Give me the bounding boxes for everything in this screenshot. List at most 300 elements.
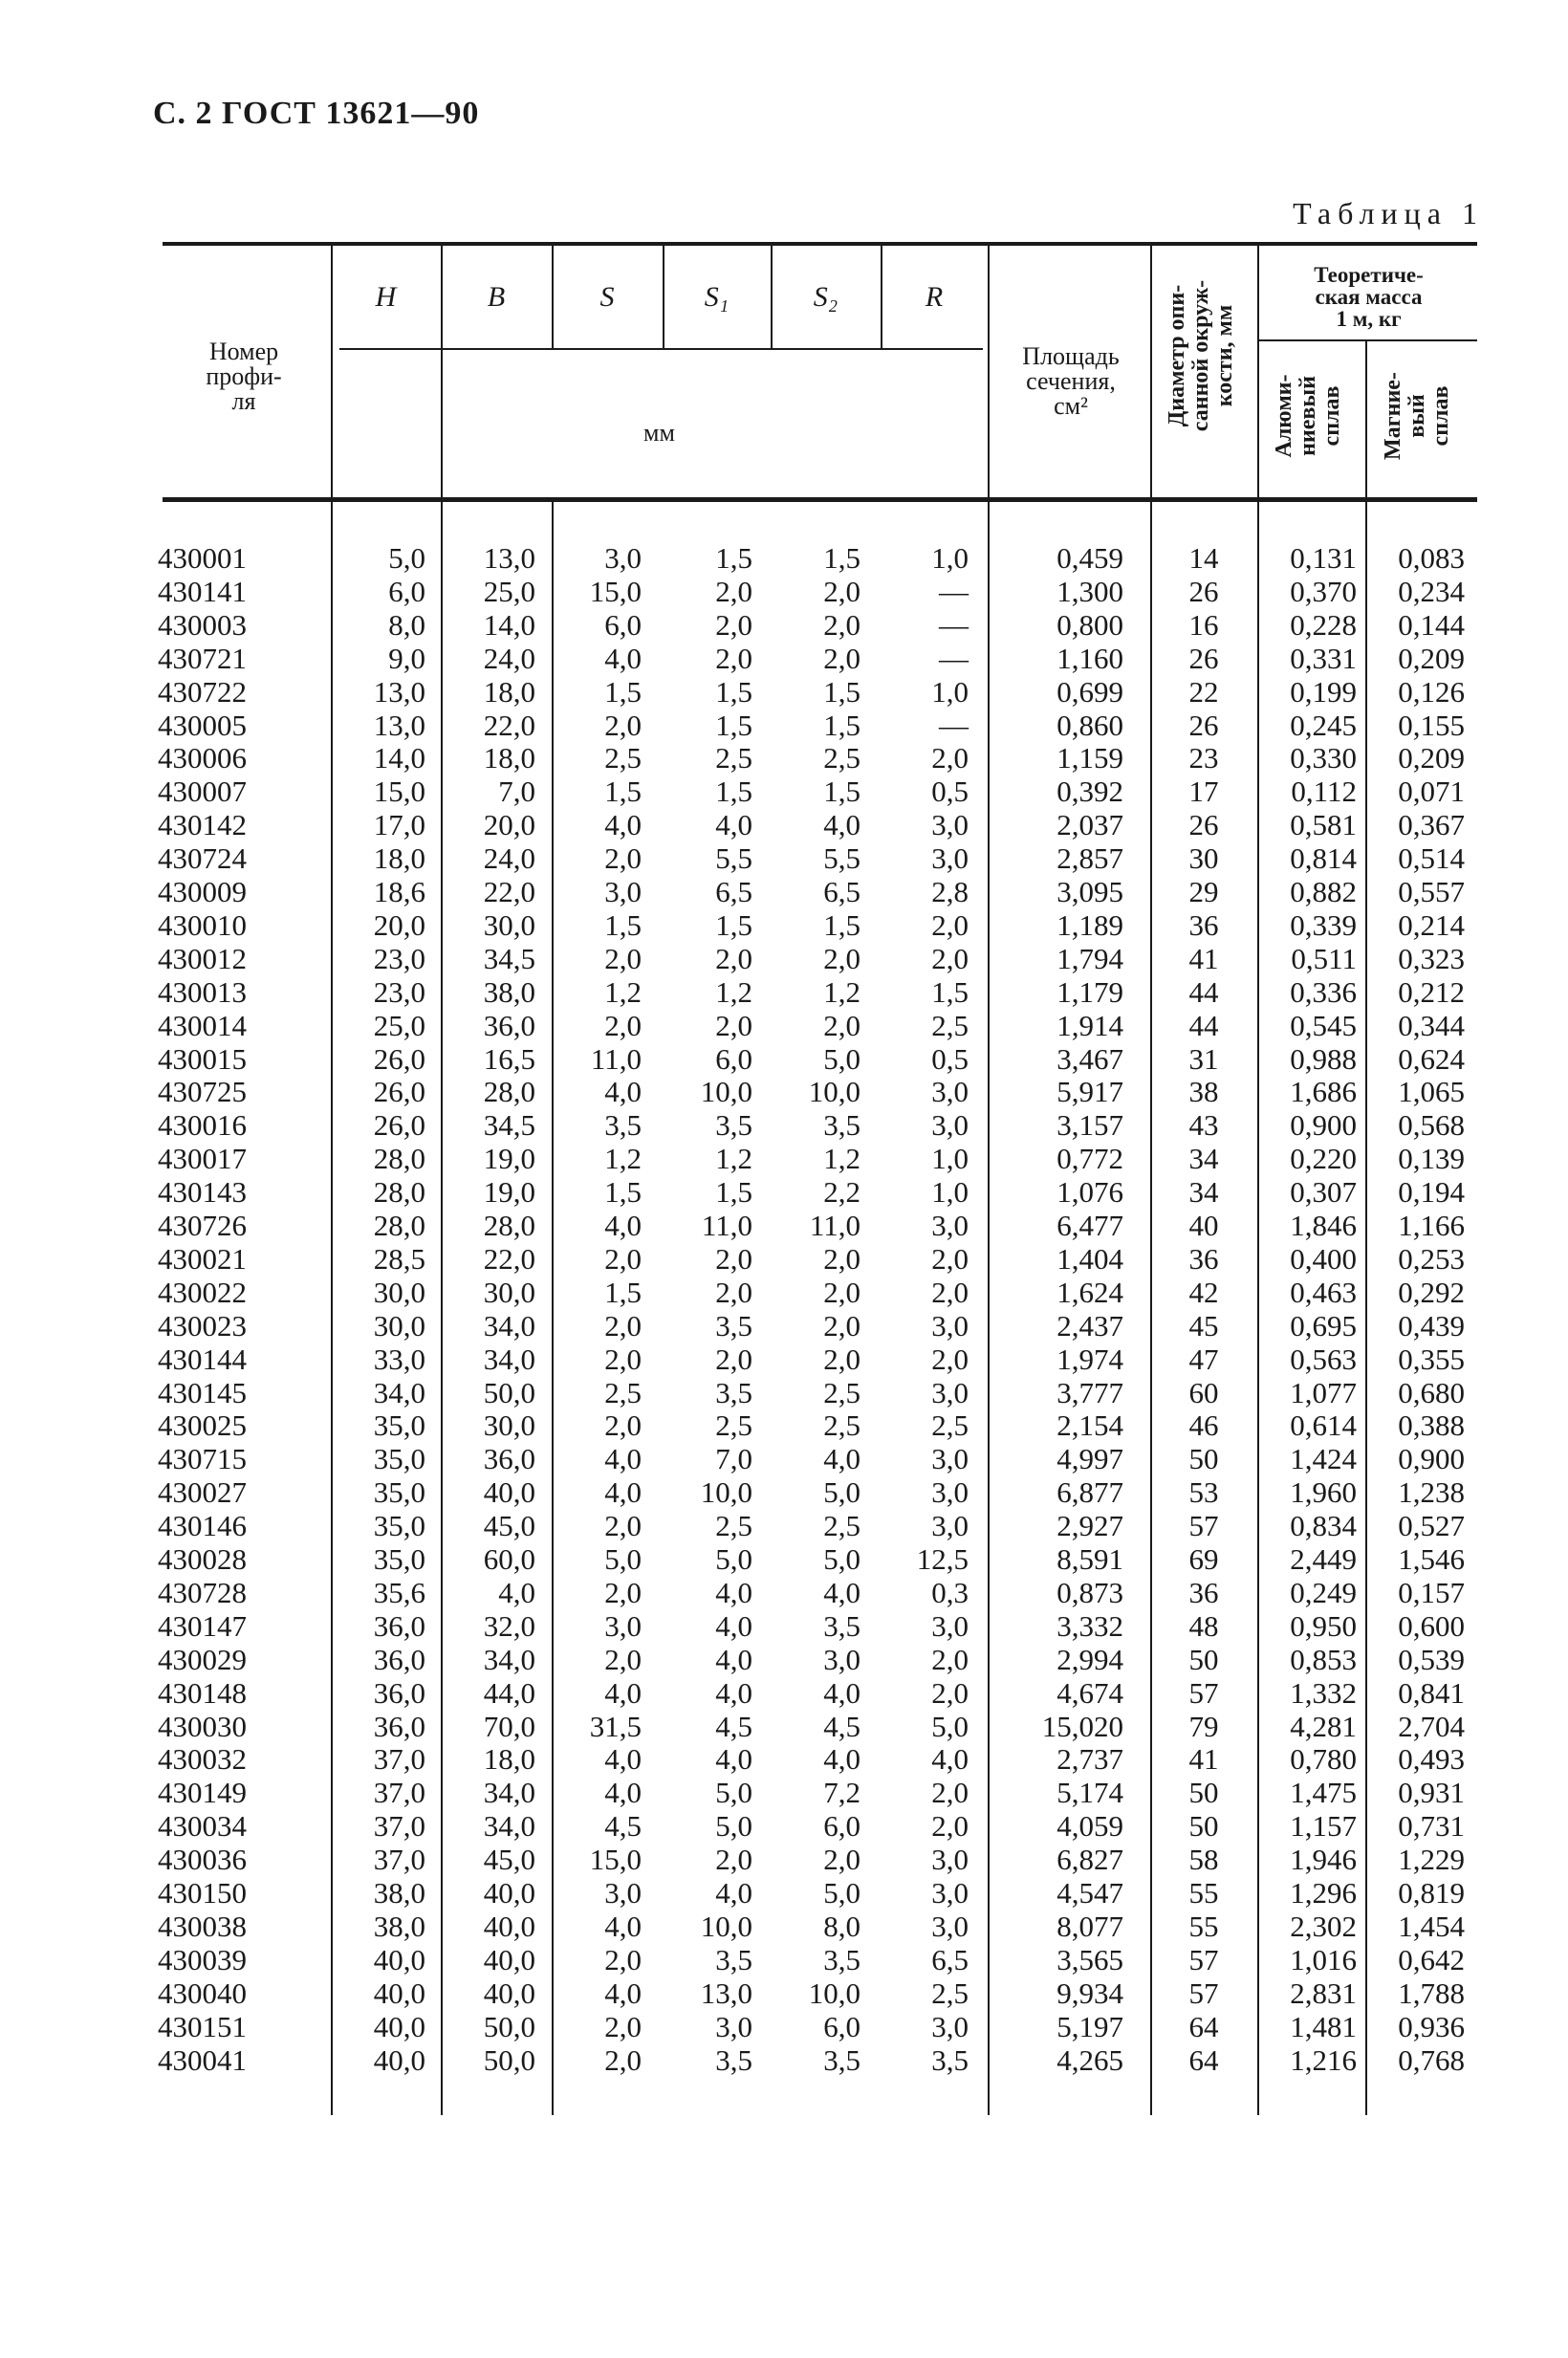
cell-area: 5,197 (1056, 2009, 1123, 2043)
cell-R: 3,0 (931, 1108, 969, 1143)
cell-S1: 4,0 (715, 1608, 752, 1643)
header-B: B (487, 281, 506, 313)
table-row (0, 1309, 1568, 1343)
cell-profile-number: 430007 (158, 775, 247, 809)
cell-H: 34,0 (373, 1375, 425, 1409)
cell-diameter: 53 (1188, 1475, 1219, 1510)
table-row (0, 841, 1568, 875)
cell-area: 0,873 (1056, 1575, 1123, 1609)
table-row (0, 1242, 1568, 1276)
cell-mass-magnesium: 0,642 (1398, 1942, 1465, 1976)
cell-mass-aluminum: 1,296 (1290, 1876, 1357, 1910)
cell-H: 28,0 (373, 1209, 425, 1242)
cell-H: 36,0 (373, 1709, 425, 1743)
cell-mass-magnesium: 0,936 (1398, 2009, 1465, 2043)
cell-R: 2,0 (931, 1241, 969, 1276)
cell-S: 2,0 (604, 708, 642, 742)
cell-B: 13,0 (483, 541, 535, 575)
cell-mass-aluminum: 1,216 (1290, 2042, 1357, 2077)
cell-S: 2,0 (604, 1342, 642, 1376)
cell-mass-aluminum: 0,614 (1290, 1408, 1357, 1443)
cell-S: 4,0 (604, 1442, 642, 1476)
cell-R: 1,0 (931, 541, 969, 575)
table-row (0, 1509, 1568, 1542)
cell-S1: 1,5 (715, 674, 752, 709)
cell-profile-number: 430039 (158, 1942, 247, 1976)
cell-R: 3,0 (931, 1843, 969, 1877)
cell-diameter: 50 (1188, 1776, 1219, 1810)
cell-mass-aluminum: 0,339 (1290, 907, 1357, 942)
cell-mass-magnesium: 0,157 (1398, 1575, 1465, 1609)
cell-diameter: 40 (1188, 1209, 1219, 1242)
cell-S2: 2,0 (823, 1843, 860, 1877)
cell-S: 2,0 (604, 1942, 642, 1976)
cell-S: 4,0 (604, 1475, 642, 1510)
cell-S: 3,0 (604, 1876, 642, 1910)
cell-B: 22,0 (483, 1241, 535, 1276)
cell-S: 4,0 (604, 1675, 642, 1710)
cell-area: 2,857 (1056, 841, 1123, 876)
table-row (0, 1142, 1568, 1175)
cell-B: 22,0 (483, 708, 535, 742)
cell-mass-aluminum: 1,686 (1290, 1075, 1357, 1109)
cell-H: 8,0 (388, 607, 425, 642)
cell-B: 25,0 (483, 574, 535, 608)
cell-R: 3,0 (931, 1475, 969, 1510)
cell-S1: 2,0 (715, 1275, 752, 1309)
header-line: профи- (206, 362, 282, 390)
cell-H: 26,0 (373, 1108, 425, 1143)
cell-S2: 2,0 (823, 1308, 860, 1343)
cell-mass-magnesium: 0,344 (1398, 1008, 1465, 1042)
cell-S1: 2,0 (715, 941, 752, 975)
cell-H: 28,0 (373, 1142, 425, 1176)
cell-S: 2,0 (604, 941, 642, 975)
cell-S1: 3,5 (715, 1375, 752, 1409)
cell-S: 15,0 (589, 574, 642, 608)
cell-B: 34,0 (483, 1776, 535, 1810)
cell-S2: 4,0 (823, 1675, 860, 1710)
cell-area: 3,157 (1056, 1108, 1123, 1143)
cell-mass-aluminum: 1,475 (1290, 1776, 1357, 1810)
cell-B: 20,0 (483, 808, 535, 842)
cell-R: 1,0 (931, 674, 969, 709)
cell-mass-magnesium: 0,144 (1398, 607, 1465, 642)
cell-area: 1,404 (1056, 1241, 1123, 1276)
cell-diameter: 41 (1188, 1742, 1219, 1777)
cell-area: 3,777 (1056, 1375, 1123, 1409)
cell-mass-magnesium: 0,234 (1398, 574, 1465, 608)
cell-profile-number: 430030 (158, 1709, 247, 1743)
cell-S1: 2,0 (715, 1843, 752, 1877)
cell-area: 0,459 (1056, 541, 1123, 575)
cell-area: 1,189 (1056, 907, 1123, 942)
cell-B: 36,0 (483, 1442, 535, 1476)
cell-diameter: 26 (1188, 574, 1219, 608)
table-row (0, 1710, 1568, 1743)
cell-S2: 3,5 (823, 1942, 860, 1976)
cell-S1: 4,0 (715, 1742, 752, 1777)
cell-mass-aluminum: 2,449 (1290, 1542, 1357, 1576)
cell-mass-magnesium: 0,731 (1398, 1809, 1465, 1844)
cell-B: 19,0 (483, 1175, 535, 1210)
cell-B: 7,0 (498, 775, 535, 809)
cell-H: 36,0 (373, 1608, 425, 1643)
cell-profile-number: 430145 (158, 1375, 247, 1409)
cell-diameter: 47 (1188, 1342, 1219, 1376)
cell-mass-aluminum: 0,330 (1290, 741, 1357, 775)
cell-profile-number: 430006 (158, 741, 247, 775)
cell-mass-aluminum: 0,853 (1290, 1642, 1357, 1676)
cell-profile-number: 430001 (158, 541, 247, 575)
cell-S1: 3,5 (715, 1308, 752, 1343)
cell-diameter: 43 (1188, 1108, 1219, 1143)
cell-S: 4,0 (604, 1075, 642, 1109)
cell-area: 3,095 (1056, 875, 1123, 908)
cell-S: 4,0 (604, 1909, 642, 1943)
cell-H: 33,0 (373, 1342, 425, 1376)
cell-S2: 5,0 (823, 1041, 860, 1076)
cell-R: 4,0 (931, 1742, 969, 1777)
cell-S2: 1,5 (823, 907, 860, 942)
cell-mass-magnesium: 0,214 (1398, 907, 1465, 942)
cell-S2: 1,5 (823, 708, 860, 742)
header-aluminum (1273, 354, 1349, 478)
cell-profile-number: 430016 (158, 1108, 247, 1143)
cell-profile-number: 430141 (158, 574, 247, 608)
cell-B: 36,0 (483, 1008, 535, 1042)
cell-S: 2,0 (604, 2042, 642, 2077)
cell-S2: 7,2 (823, 1776, 860, 1810)
table-row (0, 975, 1568, 1009)
cell-profile-number: 430005 (158, 708, 247, 742)
cell-area: 2,737 (1056, 1742, 1123, 1777)
cell-diameter: 64 (1188, 2042, 1219, 2077)
cell-profile-number: 430023 (158, 1308, 247, 1343)
cell-S1: 5,5 (715, 841, 752, 876)
cell-profile-number: 430014 (158, 1008, 247, 1042)
cell-S2: 2,2 (823, 1175, 860, 1210)
cell-S1: 5,0 (715, 1542, 752, 1576)
cell-diameter: 50 (1188, 1809, 1219, 1844)
cell-mass-aluminum: 0,307 (1290, 1175, 1357, 1210)
cell-mass-magnesium: 0,931 (1398, 1776, 1465, 1810)
cell-B: 70,0 (483, 1709, 535, 1743)
cell-diameter: 16 (1188, 607, 1219, 642)
cell-H: 14,0 (373, 741, 425, 775)
cell-profile-number: 430022 (158, 1275, 247, 1309)
cell-profile-number: 430013 (158, 974, 247, 1009)
cell-S1: 1,2 (715, 974, 752, 1009)
cell-area: 3,565 (1056, 1942, 1123, 1976)
cell-mass-aluminum: 1,016 (1290, 1942, 1357, 1976)
header-line: Магние- (1381, 372, 1405, 460)
cell-mass-magnesium: 0,209 (1398, 741, 1465, 775)
cell-H: 30,0 (373, 1308, 425, 1343)
cell-mass-magnesium: 0,624 (1398, 1041, 1465, 1076)
cell-S: 2,0 (604, 1642, 642, 1676)
cell-diameter: 26 (1188, 641, 1219, 675)
cell-S1: 5,0 (715, 1809, 752, 1844)
table-row (0, 1542, 1568, 1576)
cell-S2: 5,0 (823, 1475, 860, 1510)
cell-H: 25,0 (373, 1008, 425, 1042)
cell-B: 24,0 (483, 641, 535, 675)
cell-profile-number: 430025 (158, 1408, 247, 1443)
cell-profile-number: 430724 (158, 841, 247, 876)
cell-B: 40,0 (483, 1976, 535, 2010)
cell-profile-number: 430012 (158, 941, 247, 975)
table-row (0, 1408, 1568, 1442)
cell-area: 1,974 (1056, 1342, 1123, 1376)
cell-R: 3,5 (931, 2042, 969, 2077)
cell-S2: 1,2 (823, 1142, 860, 1176)
header-line: см² (1054, 392, 1088, 420)
cell-H: 26,0 (373, 1041, 425, 1076)
cell-profile-number: 430036 (158, 1843, 247, 1877)
cell-mass-magnesium: 0,680 (1398, 1375, 1465, 1409)
cell-S2: 4,0 (823, 1742, 860, 1777)
cell-area: 6,477 (1056, 1209, 1123, 1242)
cell-H: 23,0 (373, 941, 425, 975)
cell-profile-number: 430021 (158, 1241, 247, 1276)
cell-S1: 4,5 (715, 1709, 752, 1743)
cell-S2: 6,0 (823, 1809, 860, 1844)
cell-area: 1,794 (1056, 941, 1123, 975)
cell-mass-aluminum: 0,199 (1290, 674, 1357, 709)
cell-R: 2,0 (931, 1642, 969, 1676)
cell-area: 8,591 (1056, 1542, 1123, 1576)
cell-S1: 6,5 (715, 875, 752, 908)
cell-mass-aluminum: 0,695 (1290, 1308, 1357, 1343)
cell-H: 28,0 (373, 1175, 425, 1210)
cell-S2: 11,0 (809, 1209, 860, 1242)
cell-B: 24,0 (483, 841, 535, 876)
cell-mass-aluminum: 1,332 (1290, 1675, 1357, 1710)
cell-H: 40,0 (373, 1942, 425, 1976)
cell-diameter: 55 (1188, 1909, 1219, 1943)
cell-area: 5,917 (1056, 1075, 1123, 1109)
cell-H: 37,0 (373, 1776, 425, 1810)
cell-area: 6,877 (1056, 1475, 1123, 1510)
cell-S2: 3,5 (823, 2042, 860, 2077)
cell-S2: 1,5 (823, 541, 860, 575)
cell-R: 3,0 (931, 1075, 969, 1109)
cell-H: 17,0 (373, 808, 425, 842)
cell-mass-aluminum: 0,545 (1290, 1008, 1357, 1042)
header-line: Теоретиче- (1314, 263, 1424, 287)
cell-S: 4,5 (604, 1809, 642, 1844)
cell-area: 1,076 (1056, 1175, 1123, 1210)
cell-R: 2,8 (931, 875, 969, 908)
cell-S1: 11,0 (701, 1209, 752, 1242)
table-row (0, 1943, 1568, 1976)
cell-S2: 8,0 (823, 1909, 860, 1943)
cell-R: 3,0 (931, 1509, 969, 1543)
cell-B: 50,0 (483, 2042, 535, 2077)
cell-B: 34,0 (483, 1642, 535, 1676)
cell-H: 40,0 (373, 2042, 425, 2077)
cell-area: 1,159 (1056, 741, 1123, 775)
cell-B: 40,0 (483, 1475, 535, 1510)
cell-S: 1,5 (604, 674, 642, 709)
table-row (0, 942, 1568, 975)
cell-H: 37,0 (373, 1742, 425, 1777)
cell-profile-number: 430142 (158, 808, 247, 842)
cell-R: 3,0 (931, 1876, 969, 1910)
table-row (0, 908, 1568, 942)
cell-R: 6,5 (931, 1942, 969, 1976)
cell-B: 22,0 (483, 875, 535, 908)
cell-S2: 10,0 (808, 1075, 860, 1109)
table-row (0, 1442, 1568, 1475)
cell-area: 1,624 (1056, 1275, 1123, 1309)
cell-S: 2,0 (604, 2009, 642, 2043)
cell-S2: 1,5 (823, 674, 860, 709)
cell-diameter: 57 (1188, 1942, 1219, 1976)
cell-area: 1,179 (1056, 974, 1123, 1009)
cell-profile-number: 430726 (158, 1209, 247, 1242)
cell-mass-aluminum: 0,331 (1290, 641, 1357, 675)
header-line: кости, мм (1212, 304, 1238, 407)
header-line: сплав (1428, 385, 1454, 447)
cell-R: 1,0 (931, 1175, 969, 1210)
table-row (0, 1776, 1568, 1809)
table-row (0, 1075, 1568, 1108)
cell-B: 30,0 (483, 1275, 535, 1309)
cell-area: 1,914 (1056, 1008, 1123, 1042)
cell-S: 4,0 (604, 1776, 642, 1810)
cell-H: 35,0 (373, 1442, 425, 1476)
cell-S: 2,0 (604, 1575, 642, 1609)
header-S1: S₁ (704, 281, 730, 313)
cell-R: 0,5 (931, 775, 969, 809)
cell-diameter: 34 (1188, 1175, 1219, 1210)
table-row (0, 2010, 1568, 2043)
cell-R: 3,0 (931, 808, 969, 842)
table-row (0, 1910, 1568, 1943)
cell-diameter: 44 (1188, 1008, 1219, 1042)
table-row (0, 1209, 1568, 1242)
cell-S1: 2,0 (715, 1342, 752, 1376)
cell-S: 4,0 (604, 1209, 642, 1242)
cell-profile-number: 430721 (158, 641, 247, 675)
cell-H: 30,0 (373, 1275, 425, 1309)
cell-R: 0,3 (931, 1575, 969, 1609)
table-row (0, 775, 1568, 808)
cell-diameter: 79 (1188, 1709, 1219, 1743)
table-row (0, 1976, 1568, 2010)
cell-H: 36,0 (373, 1675, 425, 1710)
cell-R: 2,0 (931, 1809, 969, 1844)
cell-mass-aluminum: 0,511 (1291, 941, 1357, 975)
table-row (0, 675, 1568, 709)
cell-S: 1,5 (604, 1175, 642, 1210)
page-header: С. 2 ГОСТ 13621—90 (153, 96, 480, 131)
table-row (0, 1676, 1568, 1710)
cell-R: 3,0 (931, 1308, 969, 1343)
cell-mass-magnesium: 1,229 (1398, 1843, 1465, 1877)
header-unit-mm: мм (643, 419, 675, 447)
cell-profile-number: 430040 (158, 1976, 247, 2010)
cell-area: 3,332 (1056, 1608, 1123, 1643)
cell-profile-number: 430725 (158, 1075, 247, 1109)
cell-S1: 2,0 (715, 607, 752, 642)
cell-H: 40,0 (373, 1976, 425, 2010)
cell-S2: 2,5 (823, 1375, 860, 1409)
header-line: 1 м, кг (1336, 307, 1402, 331)
cell-mass-aluminum: 0,370 (1290, 574, 1357, 608)
cell-H: 9,0 (388, 641, 425, 675)
cell-mass-aluminum: 2,831 (1290, 1976, 1357, 2010)
cell-profile-number: 430038 (158, 1909, 247, 1943)
cell-S1: 3,0 (715, 2009, 752, 2043)
cell-profile-number: 430149 (158, 1776, 247, 1810)
cell-S2: 6,0 (823, 2009, 860, 2043)
cell-H: 6,0 (388, 574, 425, 608)
cell-R: 2,0 (931, 1675, 969, 1710)
cell-diameter: 36 (1188, 1575, 1219, 1609)
cell-diameter: 57 (1188, 1509, 1219, 1543)
cell-R: 2,0 (931, 1275, 969, 1309)
cell-S2: 6,5 (823, 875, 860, 908)
cell-mass-magnesium: 0,083 (1398, 541, 1465, 575)
cell-S2: 2,0 (823, 1241, 860, 1276)
table-row (0, 1009, 1568, 1042)
cell-mass-magnesium: 0,493 (1398, 1742, 1465, 1777)
cell-S1: 4,0 (715, 1876, 752, 1910)
cell-R: — (939, 574, 969, 608)
cell-S: 4,0 (604, 1976, 642, 2010)
cell-S: 4,0 (604, 641, 642, 675)
cell-S: 2,0 (604, 1509, 642, 1543)
cell-B: 50,0 (483, 2009, 535, 2043)
cell-S1: 6,0 (715, 1041, 752, 1076)
header-line: ская масса (1315, 285, 1423, 309)
table-row (0, 575, 1568, 608)
cell-profile-number: 430029 (158, 1642, 247, 1676)
cell-H: 38,0 (373, 1909, 425, 1943)
cell-B: 32,0 (483, 1608, 535, 1643)
cell-B: 34,5 (483, 941, 535, 975)
cell-R: 3,0 (931, 841, 969, 876)
cell-area: 4,547 (1056, 1876, 1123, 1910)
cell-diameter: 26 (1188, 808, 1219, 842)
cell-mass-magnesium: 0,194 (1398, 1175, 1465, 1210)
cell-S: 1,5 (604, 775, 642, 809)
table-row (0, 875, 1568, 908)
cell-H: 35,6 (373, 1575, 425, 1609)
cell-S: 6,0 (604, 607, 642, 642)
cell-S2: 2,0 (823, 941, 860, 975)
cell-diameter: 50 (1188, 1442, 1219, 1476)
header-S2: S₂ (813, 281, 838, 313)
cell-B: 34,0 (483, 1342, 535, 1376)
cell-S: 3,0 (604, 541, 642, 575)
cell-S1: 1,2 (715, 1142, 752, 1176)
cell-S: 4,0 (604, 808, 642, 842)
cell-H: 5,0 (388, 541, 425, 575)
cell-mass-aluminum: 0,780 (1290, 1742, 1357, 1777)
cell-profile-number: 430010 (158, 907, 247, 942)
cell-B: 44,0 (483, 1675, 535, 1710)
cell-area: 0,860 (1056, 708, 1123, 742)
cell-S: 1,2 (604, 1142, 642, 1176)
cell-R: 12,5 (916, 1542, 969, 1576)
cell-H: 37,0 (373, 1843, 425, 1877)
cell-H: 35,0 (373, 1509, 425, 1543)
cell-area: 2,037 (1056, 808, 1123, 842)
